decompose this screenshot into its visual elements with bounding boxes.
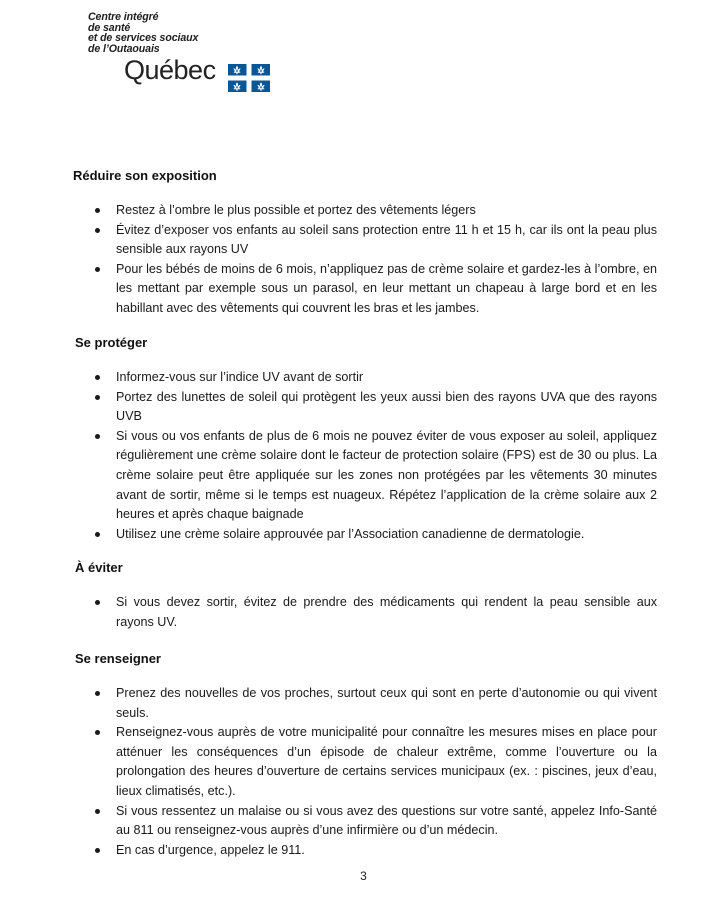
list-item: Si vous devez sortir, évitez de prendre des médicaments qui rendent la peau sensible aux rayons UV. xyxy=(0,593,657,632)
list-item: Évitez d’exposer vos enfants au soleil sans protection entre 11 h et 15 h, car ils ont la peau plus sensible aux rayons UV xyxy=(0,221,657,260)
quebec-wordmark: Québec xyxy=(124,55,216,85)
list-se-proteger xyxy=(0,368,727,544)
list-a-eviter xyxy=(0,593,727,632)
organization-name xyxy=(88,12,198,54)
cisss-outaouais-logo xyxy=(88,12,288,92)
list-item: Si vous ressentez un malaise ou si vous avez des questions sur votre santé, appelez Info-Santé au 811 ou renseignez-vous auprès d’une infirmière ou d’un médecin. xyxy=(0,802,657,841)
section-title-se-proteger: Se protéger xyxy=(75,335,148,350)
list-item: Prenez des nouvelles de vos proches, surtout ceux qui sont en perte d’autonomie ou qui vivent seuls. xyxy=(0,684,657,723)
list-item: Restez à l’ombre le plus possible et portez des vêtements légers xyxy=(0,201,657,221)
org-line: de l’Outaouais xyxy=(88,42,160,55)
list-item: En cas d’urgence, appelez le 911. xyxy=(0,841,657,861)
fleurdelise-flag-icon xyxy=(228,64,270,92)
list-reduire xyxy=(0,201,727,319)
list-item: Renseignez-vous auprès de votre municipalité pour connaître les mesures mises en place pour atténuer les conséquences d’un épisode de chaleur extrême, comme l’ouverture ou la prolongation des heures d’ouverture de certains services municipaux (ex. : piscines, jeux d’eau, lieux climatisés, etc.). xyxy=(0,723,657,801)
list-item: Pour les bébés de moins de 6 mois, n’appliquez pas de crème solaire et gardez-les à l’ombre, en les mettant par exemple sous un parasol, en leur mettant un chapeau à large bord et en les habillant avec des vêtements qui couvrent les bras et les jambes. xyxy=(0,260,657,319)
list-item: Informez-vous sur l’indice UV avant de sortir xyxy=(0,368,657,388)
list-item: Si vous ou vos enfants de plus de 6 mois ne pouvez éviter de vous exposer au soleil, appliquez régulièrement une crème solaire dont le facteur de protection solaire (FPS) est de 30 ou plus. La crème solaire peut être appliquée sur les zones non protégées par les vêtements 30 minutes avant de sortir, même si le temps est nuageux. Répétez l’application de la crème solaire aux 2 heures et après chaque baignade xyxy=(0,427,657,525)
org-line: de santé xyxy=(88,21,131,34)
org-line: Centre intégré xyxy=(88,11,159,23)
list-item: Portez des lunettes de soleil qui protègent les yeux aussi bien des rayons UVA que des rayons UVB xyxy=(0,388,657,427)
section-title-se-renseigner: Se renseigner xyxy=(75,651,161,666)
section-title-reduire: Réduire son exposition xyxy=(73,168,217,183)
page-number: 3 xyxy=(360,869,367,883)
list-se-renseigner xyxy=(0,684,727,860)
org-line: et de services sociaux xyxy=(88,32,199,45)
section-title-a-eviter: À éviter xyxy=(75,560,123,575)
list-item: Utilisez une crème solaire approuvée par l’Association canadienne de dermatologie. xyxy=(0,525,657,545)
